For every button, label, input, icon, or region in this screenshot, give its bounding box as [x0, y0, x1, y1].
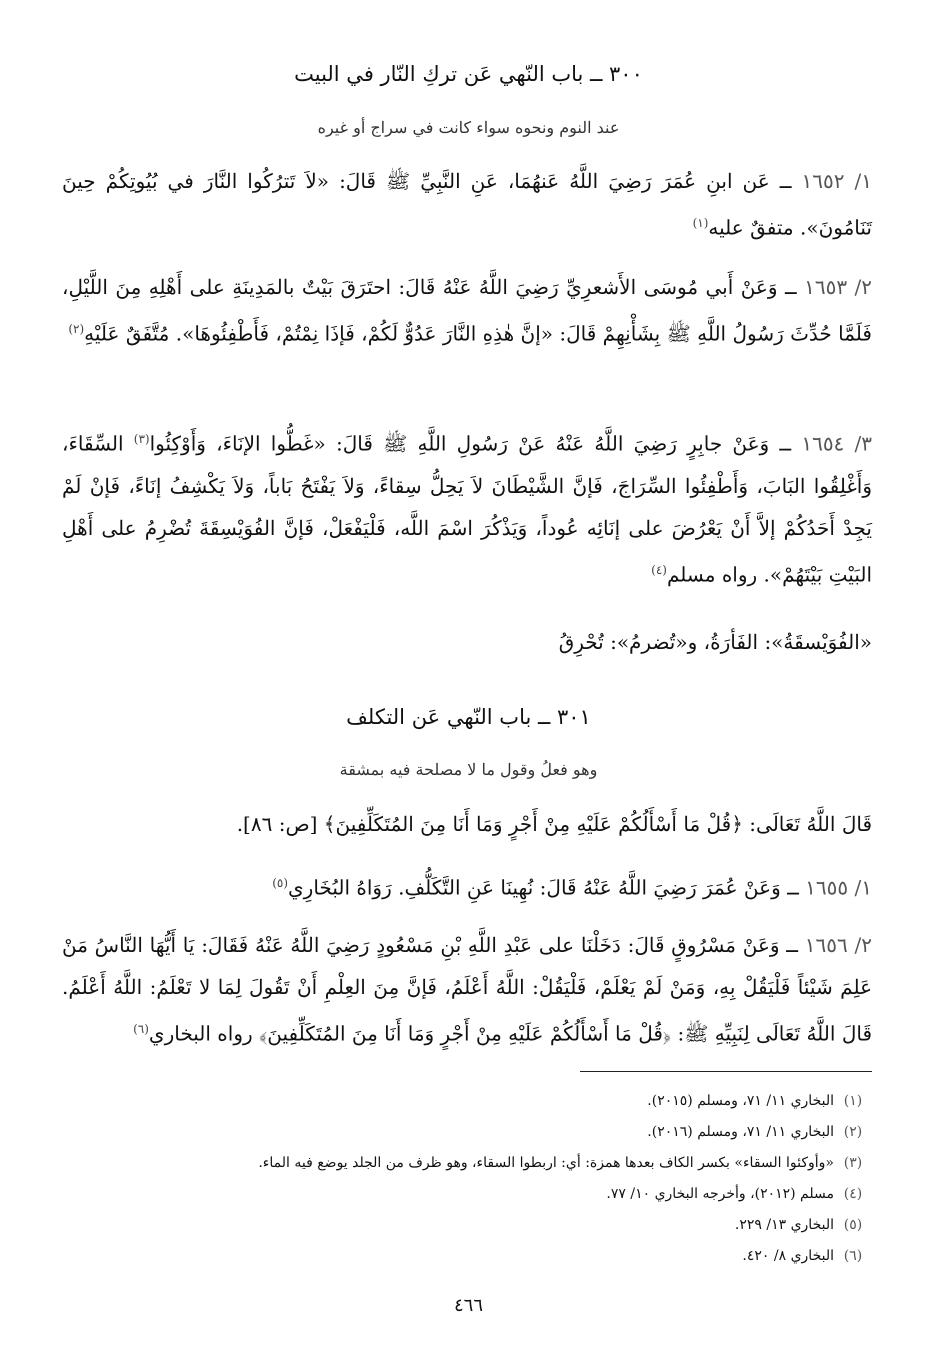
chapter-301-title: ٣٠١ ــ باب النّهي عَن التكلف: [346, 705, 591, 729]
page-number: ٤٦٦: [453, 1295, 483, 1316]
hadith-text: ــ وَعَنْ أَبي مُوسَى الأَشعرِيِّ رَضِيَ اللَّهُ عَنْهُ قَالَ: احتَرَقَ بَيْتٌ بالمَدِينَةِ على أَهْلِهِ مِنَ اللَّيْلِ، فَلَمَّا حُدِّثَ رَسُولُ اللَّهِ ﷺ بِشَأْنِهِمْ قَالَ: «إنَّ هٰذِهِ النَّارَ عَدُوٌّ لَكُمْ، فَإذَا نِمْتُمْ، فَأَطْفِئُوهَا». مُتَّفَقٌ عَلَيْهِ: [62, 275, 872, 346]
hadith-text: ــ وَعَنْ عُمَرَ رَضِيَ اللَّهُ عَنْهُ قَالَ: نُهِينَا عَنِ التَّكَلُّفِ. رَوَاهُ البُخَارِي: [288, 875, 799, 900]
chapter-300-title: ٣٠٠ ــ باب النّهي عَن تركِ النّار في البيت: [294, 62, 643, 86]
hadith-text: السِّقَاءَ، وَأَغْلِقُوا البَابَ، وَأَطْفِئُوا السِّرَاجَ، فَإنَّ الشَّيْطَانَ لاَ يَحِلُّ سِقاءً، وَلاَ يَفْتَحُ بَاباً، وَلاَ يَكْشِفُ إنَاءً، فَإنْ لَمْ يَجِدْ أَحَدُكُمْ إلاَّ أَنْ يَعْرُضَ على إنَائِه عُوداً، وَيَذْكُرَ اسْمَ اللَّه، فَلْيَفْعَلْ، فَإنَّ الفُوَيْسِقَةَ تُضْرِمُ على أَهْلِ البَيْتِ بَيْتَهُمْ». رواه مسلم: [62, 431, 872, 587]
footnote-text: البخاري ١١/ ٧١، ومسلم (٢٠١٦).: [647, 1124, 834, 1140]
hadith-number: ١/ ١٦٥٢: [801, 169, 872, 193]
footnote-item: [62, 1086, 872, 1117]
footnote-ref[interactable]: (٢): [68, 322, 85, 336]
footnote-mark: (١): [843, 1093, 863, 1109]
footnote-mark: (٦): [843, 1248, 863, 1264]
footnote-mark: (٤): [843, 1186, 863, 1202]
footnote-text: مسلم (٢٠١٢)، وأخرجه البخاري ١٠/ ٧٧.: [606, 1186, 834, 1202]
hadith-number: ٣/ ١٦٥٤: [801, 431, 872, 456]
hadith-1652: [62, 160, 872, 249]
chapter-300-subtitle: عند النوم ونحوه سواء كانت في سراج أو غيره: [317, 118, 620, 137]
footnote-ref[interactable]: (٤): [651, 562, 667, 577]
hadith-text: ــ عَن ابنِ عُمَرَ رَضِيَ اللَّهُ عَنهُمَا، عَنِ النَّبِيِّ ﷺ قَالَ: «لاَ تَترُكُوا النَّارَ في بُيُوتِكُمْ حِينَ تَنَامُونَ». متفقٌ عليه: [62, 169, 872, 240]
footnote-text: البخاري ١١/ ٧١، ومسلم (٢٠١٥).: [647, 1093, 834, 1109]
hadith-1655: [62, 862, 872, 909]
footnote-item: [62, 1148, 872, 1179]
hadith-text: ــ وَعَنْ جابِرٍ رَضِيَ اللَّهُ عَنْهُ عَنْ رَسُولِ اللَّهِ ﷺ قَالَ: «غَطُّوا الإنَاءَ، وَأَوْكِئُوا: [149, 431, 792, 456]
hadith-1653: [62, 266, 872, 355]
footnote-item: [62, 1117, 872, 1148]
hadith-1654: [62, 418, 872, 595]
footnote-item: [62, 1210, 872, 1241]
footnote-ref[interactable]: (٣): [133, 432, 150, 446]
quran-verse: قَالَ اللَّهُ تَعَالَى: ﴿قُلْ مَا أَسْأَلُكُمْ عَلَيْهِ مِنْ أَجْرٍ وَمَا أَنَا مِنَ المُتَكَلِّفِينَ﴾ [ص: ٨٦].: [236, 812, 872, 836]
footnotes: [62, 1086, 872, 1272]
footnote-text: «وأوكئوا السقاء» بكسر الكاف بعدها همزة: أي: اربطوا السقاء، وهو ظرف من الجلد يوضع فيه الماء.: [258, 1155, 834, 1171]
hadith-text: ــ وَعَنْ مَسْرُوقٍ قَالَ: دَخَلْنَا على عَبْدِ اللَّهِ بْنِ مَسْعُودٍ رَضِيَ اللَّهُ عَنْهُ فَقَالَ: يَا أَيُّهَا النَّاسُ مَنْ عَلِمَ شَيْئاً فَلْيَقُلْ بِهِ، وَمَنْ لَمْ يَعْلَمْ، فَلْيَقُلْ: اللَّهُ أَعْلَمُ، فَإنَّ مِنَ العِلْمِ أَنْ تَقُولَ لِمَا لا تَعْلَمُ: اللَّهُ أَعْلَمُ. قَالَ اللَّهُ تَعَالَى لِنَبِيِّهِ ﷺ: ﴿قُلْ مَا أَسْأَلُكُمْ عَلَيْهِ مِنْ أَجْرٍ وَمَا أَنَا مِنَ المُتَكَلِّفِينَ﴾ رواه البخاري: [62, 933, 872, 1046]
footnote-ref[interactable]: (١): [692, 216, 709, 230]
hadith-number: ٢/ ١٦٥٣: [804, 275, 872, 299]
footnote-text: البخاري ١٣/ ٢٢٩.: [734, 1217, 834, 1233]
hadith-number: ١/ ١٦٥٥: [805, 875, 872, 900]
word-gloss: «الفُوَيْسقَةُ»: الفَأرَةُ، و«تُضرمُ»: تُحْرِقُ: [558, 630, 872, 654]
footnote-mark: (٣): [843, 1155, 863, 1171]
footnote-ref[interactable]: (٦): [133, 1022, 149, 1036]
chapter-301-subtitle: وهو فعلُ وقول ما لا مصلحة فيه بمشقة: [339, 760, 598, 779]
footnote-item: [62, 1241, 872, 1272]
footnote-text: البخاري ٨/ ٤٢٠.: [742, 1248, 834, 1264]
hadith-number: ٢/ ١٦٥٦: [804, 933, 872, 957]
footnote-ref[interactable]: (٥): [272, 876, 289, 890]
hadith-1656: [62, 924, 872, 1055]
footnote-mark: (٢): [843, 1124, 863, 1140]
footnote-divider: [580, 1071, 872, 1072]
footnote-item: [62, 1179, 872, 1210]
footnote-mark: (٥): [843, 1217, 863, 1233]
